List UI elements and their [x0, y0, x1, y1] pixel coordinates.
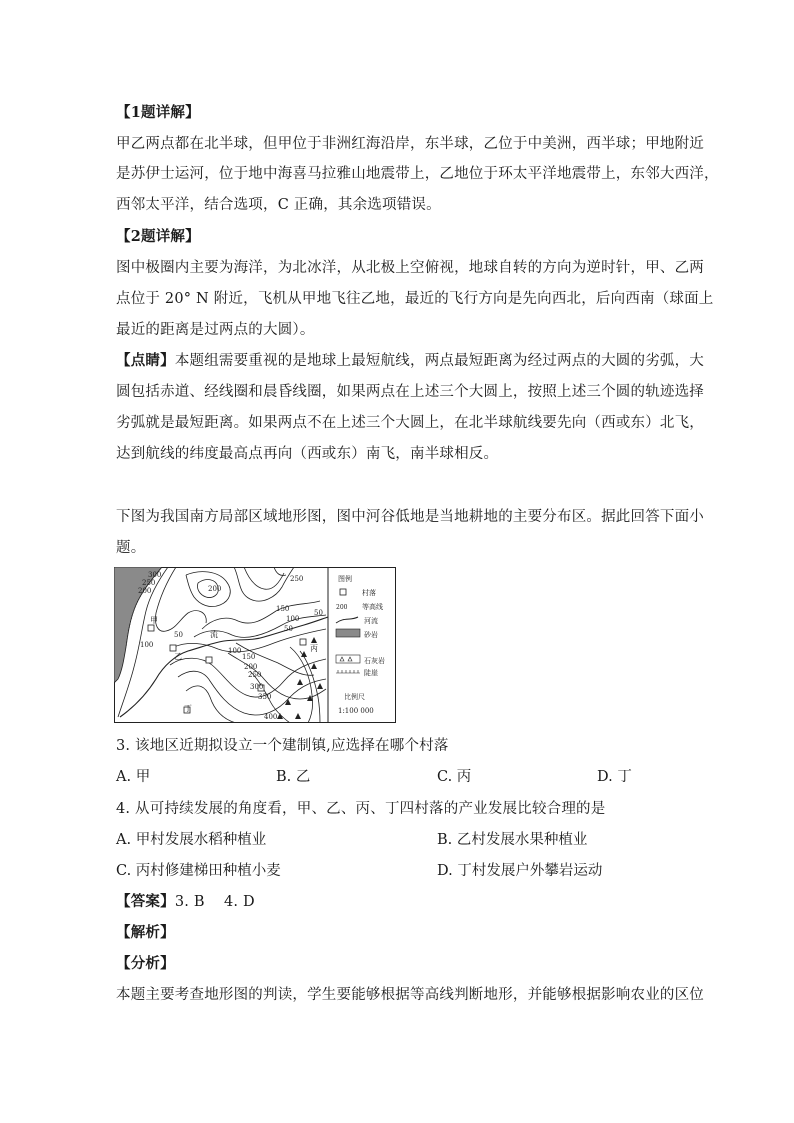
section2-line-2: 点位于 20° N 附近，飞机从甲地飞往乙地，最近的飞行方向是先向西北，后向西南（球面上: [116, 291, 714, 307]
contour-label-13: 200: [244, 663, 258, 671]
contour-label-2: 250: [142, 579, 156, 587]
fenxi-line-1: 本题主要考查地形图的判读，学生要能够根据等高线判断地形，并能够根据影响农业的区位: [116, 987, 704, 1003]
tip-first-line: 本题组需要重视的是地球上最短航线，两点最短距离为经过两点的大圆的劣弧，大: [174, 353, 705, 369]
section2-line-3: 最近的距离是过两点的大圆）。: [116, 322, 315, 338]
section1-heading: 【1题详解】: [116, 104, 200, 121]
q3-option-c[interactable]: C. 丙: [437, 769, 472, 785]
tip-line-4: 达到航线的纬度最高点再向（西或东）南飞，南半球相反。: [116, 446, 499, 462]
tip-line-1: [116, 351, 705, 371]
river-label: 流: [210, 630, 218, 639]
contour-label-4: 200: [208, 585, 222, 593]
tip-label: 【点睛】: [116, 352, 175, 369]
contour-label-18: 50: [314, 609, 323, 617]
tip-line-3: 劣弧就是最短距离。如果两点不在上述三个大圆上，在北半球航线要先向（西或东）北飞，: [116, 415, 704, 431]
q4-option-d[interactable]: D. 丁村发展户外攀岩运动: [437, 863, 603, 879]
contour-label-10: 50: [174, 631, 183, 639]
village-ding-label: 丁: [184, 704, 192, 713]
legend-sandstone-label: 砂岩: [364, 631, 378, 639]
intro-line-2: 题。: [116, 540, 146, 556]
legend-river-label: 河流: [364, 617, 378, 625]
contour-label-7: 100: [286, 615, 300, 623]
village-jia-icon: [148, 625, 154, 631]
legend-contour-sample: 200: [336, 604, 348, 611]
intro-line-1: 下图为我国南方局部区域地形图，图中河谷低地是当地耕地的主要分布区。据此回答下面小: [116, 509, 704, 525]
section2-line-1: 图中极圈内主要为海洋，为北冰洋，从北极上空俯视，地球自转的方向为逆时针，甲、乙两: [116, 260, 704, 276]
legend-cliff-label: 陡崖: [364, 669, 378, 677]
section2-heading: 【2题详解】: [116, 228, 200, 245]
contour-label-1: 300: [148, 571, 162, 579]
contour-label-17: 400: [264, 713, 278, 721]
answer-value: 3. B 4. D: [174, 894, 255, 910]
contour-label-16: 350: [258, 693, 272, 701]
contour-label-8: 50: [284, 625, 293, 633]
q3-option-b[interactable]: B. 乙: [276, 769, 311, 785]
contour-label-9: 100: [140, 641, 154, 649]
contour-label-14: 250: [248, 671, 262, 679]
analysis-heading: 【解析】: [116, 924, 175, 941]
answer-label: 【答案】: [116, 893, 175, 910]
q4-stem: 4. 从可持续发展的角度看，甲、乙、丙、丁四村落的产业发展比较合理的是: [116, 801, 606, 817]
contour-label-15: 300: [250, 683, 264, 691]
legend-village-icon: [340, 589, 346, 595]
q4-option-a[interactable]: A. 甲村发展水稻种植业: [116, 832, 267, 848]
village-yi-label: 乙: [174, 652, 182, 661]
q3-option-d[interactable]: D. 丁: [597, 769, 632, 785]
village-yi-icon: [170, 645, 176, 651]
legend-limestone-icon: [336, 655, 360, 663]
village-jia-label: 甲: [150, 616, 158, 625]
tip-line-2: 圆包括赤道、经线圈和晨昏线圈，如果两点在上述三个大圆上，按照上述三个圆的轨迹选择: [116, 384, 704, 400]
village-bing-label: 丙: [310, 644, 318, 653]
legend-village-label: 村落: [362, 589, 376, 597]
legend-contour-label: 等高线: [362, 603, 383, 611]
contour-label-11: 100: [228, 647, 242, 655]
village-extra2-icon: [300, 639, 306, 645]
section1-line-2: 是苏伊士运河，位于地中海喜马拉雅山地震带上，乙地位于环太平洋地震带上，东邻大西洋，: [116, 166, 719, 182]
q4-option-b[interactable]: B. 乙村发展水果种植业: [437, 832, 588, 848]
legend-title: 图例: [338, 575, 352, 583]
q3-stem: 3. 该地区近期拟设立一个建制镇,应选择在哪个村落: [116, 738, 449, 754]
answer-line: [116, 892, 686, 912]
q4-option-c[interactable]: C. 丙村修建梯田种植小麦: [116, 863, 281, 879]
contour-label-6: 150: [276, 605, 290, 613]
fenxi-heading: 【分析】: [116, 955, 175, 972]
contour-label-3: 200: [138, 587, 152, 595]
topographic-map: [114, 567, 396, 723]
q3-option-a[interactable]: A. 甲: [116, 769, 151, 785]
legend-sandstone-icon: [336, 629, 360, 637]
contour-label-12: 150: [242, 653, 256, 661]
legend-limestone-label: 石灰岩: [364, 657, 385, 665]
legend-scale-value: 1:100 000: [338, 707, 374, 715]
section1-line-3: 西邻太平洋，结合选项，C 正确，其余选项错误。: [116, 197, 441, 213]
legend-scale-title: 比例尺: [344, 693, 365, 701]
village-bing-icon: [206, 657, 212, 663]
section1-line-1: 甲乙两点都在北半球，但甲位于非洲红海沿岸，东半球，乙位于中美洲，西半球；甲地附近: [116, 136, 704, 152]
contour-label-5: 250: [290, 575, 304, 583]
